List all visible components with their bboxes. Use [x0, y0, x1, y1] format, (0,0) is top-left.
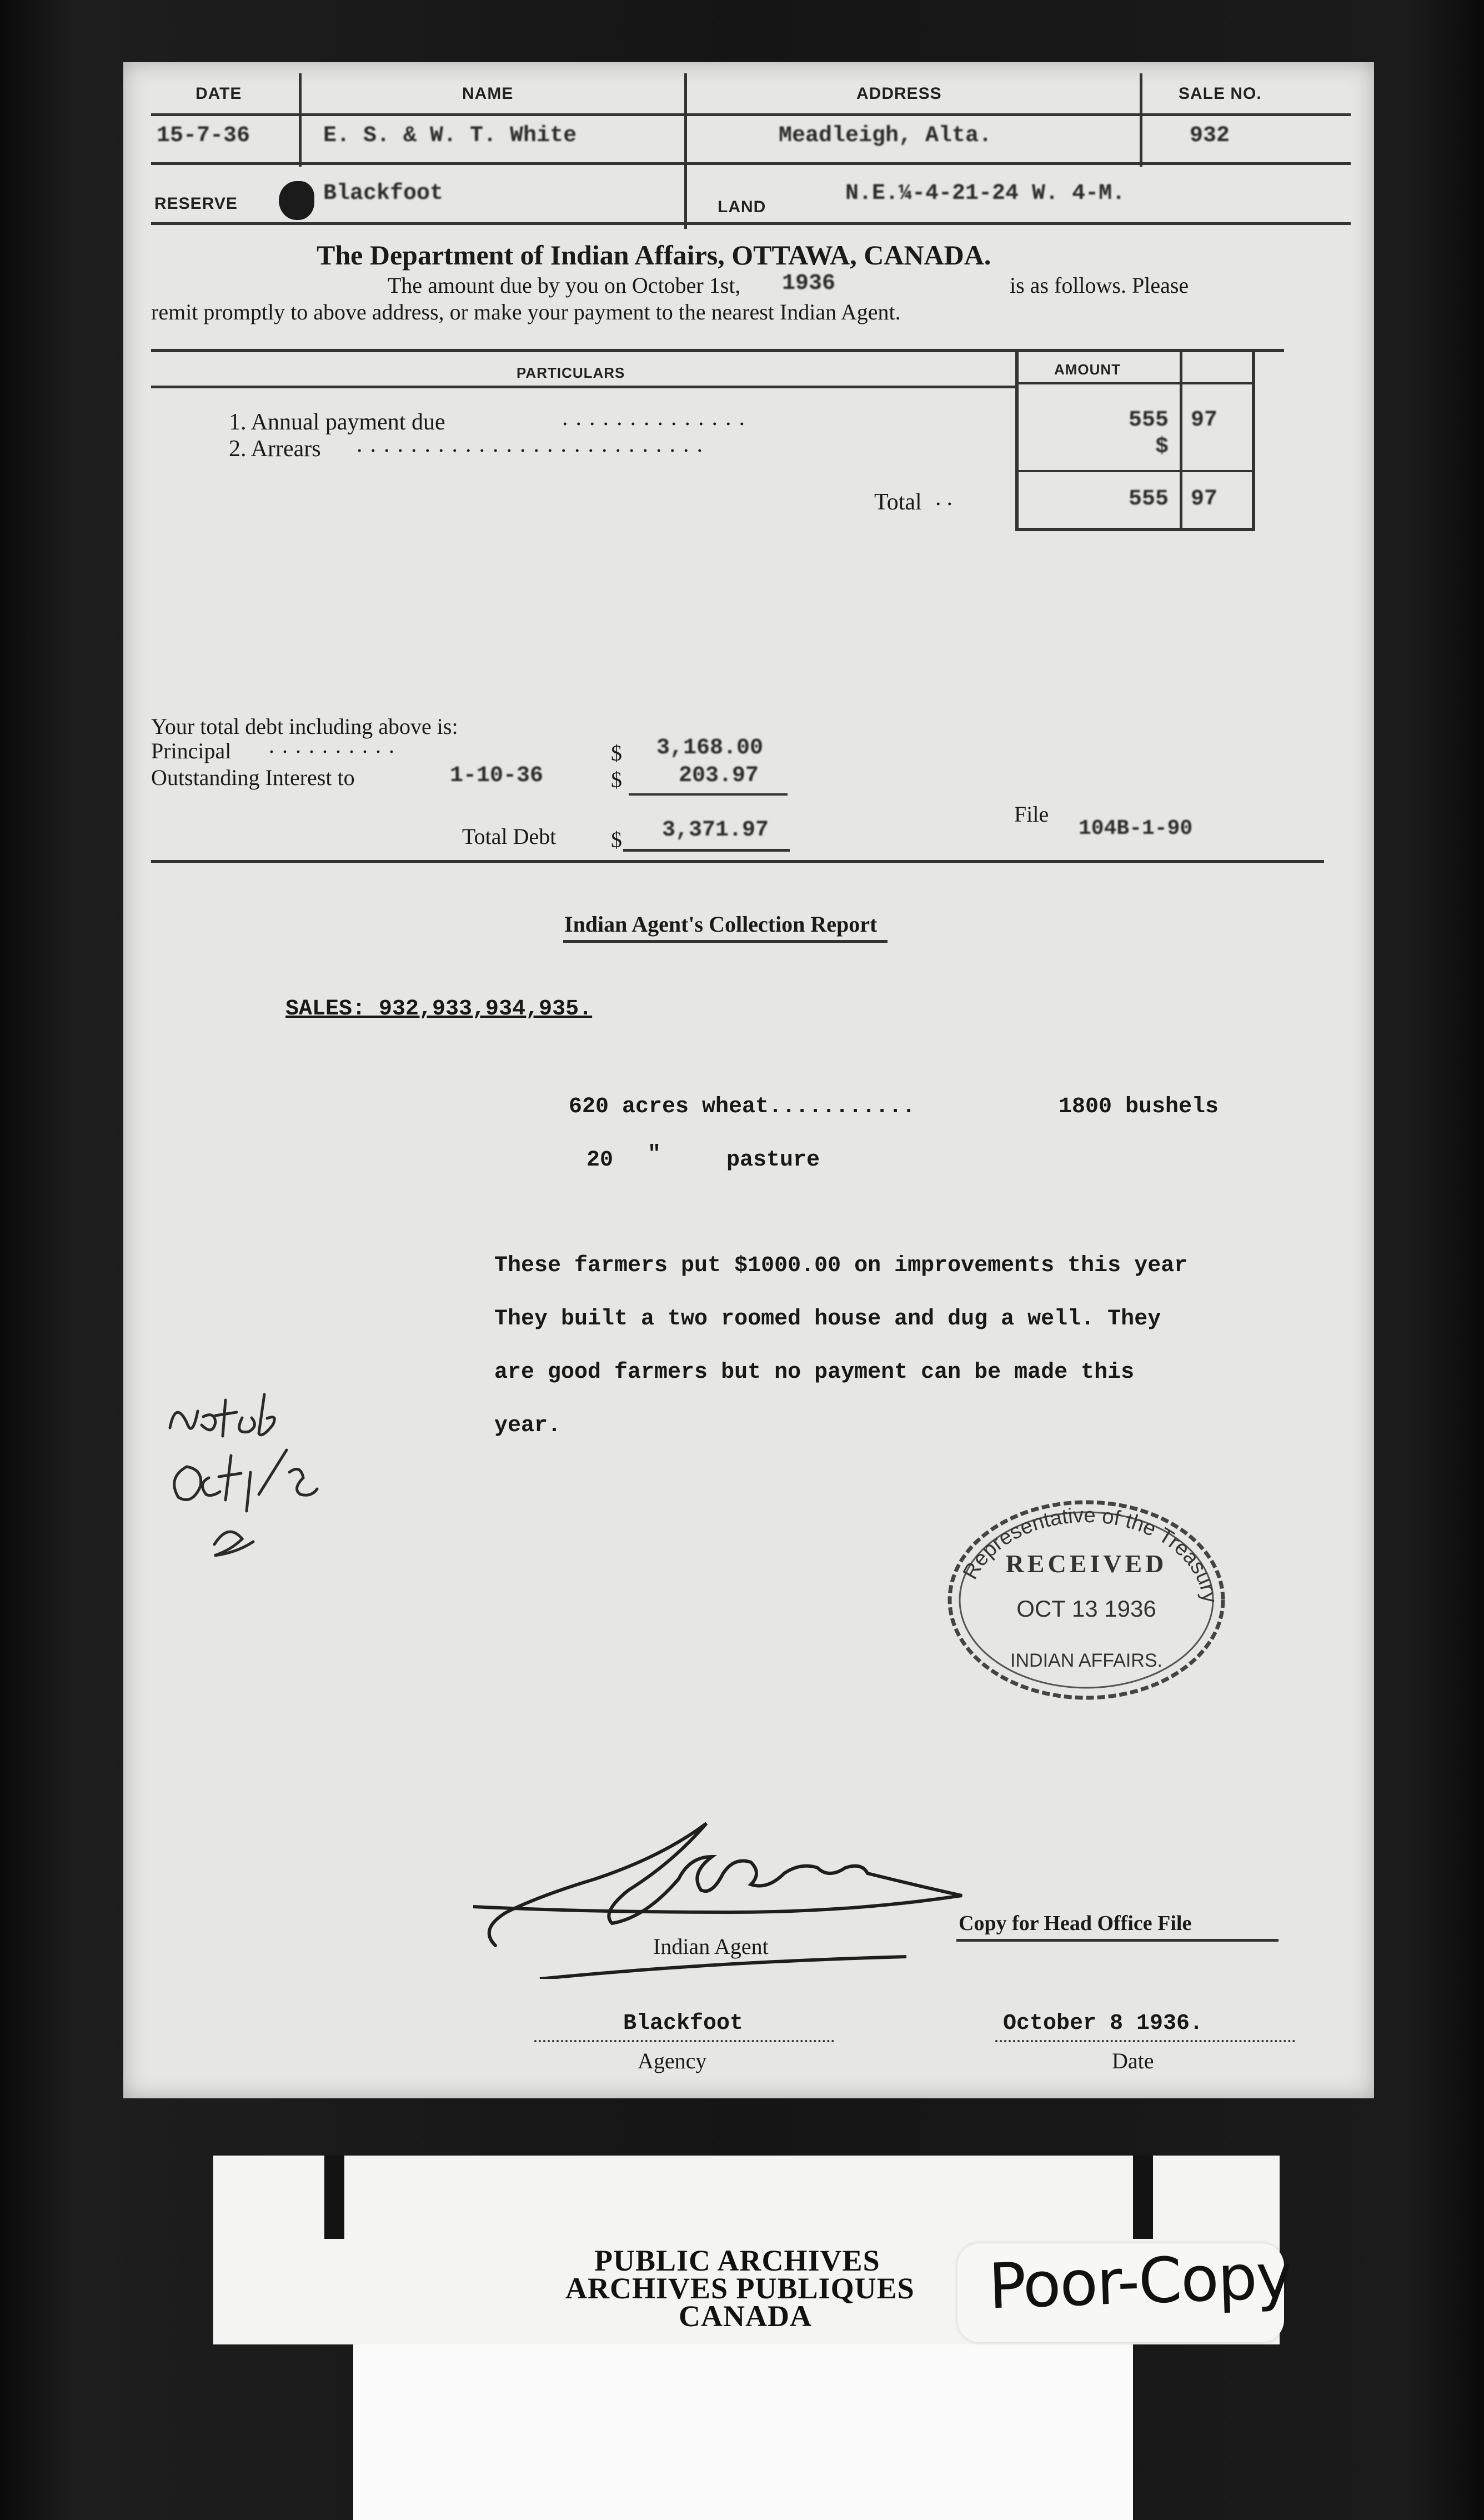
land-value: N.E.¼-4-21-24 W. 4-M.	[845, 181, 1126, 206]
sale-no-value: 932	[1190, 123, 1230, 148]
card-notch	[1133, 2156, 1153, 2239]
name-value: E. S. & W. T. White	[323, 123, 577, 148]
header-rule-bottom	[151, 222, 1351, 225]
archive-line-3: CANADA	[679, 2299, 812, 2333]
agent-signature	[473, 1807, 1095, 1979]
department-title: The Department of Indian Affairs, OTTAWA, CANADA.	[317, 239, 991, 271]
land-label: LAND	[718, 198, 766, 216]
reserve-label: RESERVE	[154, 194, 238, 213]
amount-total-rule	[1015, 470, 1252, 472]
report-date-value: October 8 1936.	[1003, 2011, 1204, 2036]
copy-label-underline	[956, 1939, 1279, 1942]
indian-agent-label: Indian Agent	[653, 1934, 769, 1959]
file-value: 104B-1-90	[1079, 817, 1193, 841]
report-body-line: are good farmers but no payment can be made this	[494, 1360, 1135, 1385]
notice-line-2: remit promptly to above address, or make your payment to the nearest Indian Agent.	[151, 299, 901, 324]
crop-wheat-line: 620 acres wheat...........	[569, 1094, 916, 1119]
total-label: Total	[874, 489, 922, 515]
notice-line-1b: is as follows. Please	[1010, 273, 1189, 298]
copy-head-office-label: Copy for Head Office File	[959, 1912, 1192, 1935]
leader-dots: ..	[935, 485, 958, 511]
report-body-line: These farmers put $1000.00 on improvements this year	[494, 1253, 1188, 1278]
header-col-divider	[299, 73, 302, 167]
agency-value: Blackfoot	[623, 2011, 744, 2036]
total-dollars: 555	[1129, 487, 1169, 512]
total-debt-value: 3,371.97	[662, 818, 769, 843]
address-header: ADDRESS	[856, 84, 942, 103]
interest-label: Outstanding Interest to	[151, 765, 355, 790]
principal-dollar-sign: $	[611, 741, 622, 766]
amount-cents-divider	[1180, 349, 1182, 528]
particulars-header: PARTICULARS	[517, 364, 625, 381]
header-col-divider	[684, 73, 687, 229]
collection-form-page	[123, 62, 1374, 2098]
interest-value: 203.97	[679, 763, 759, 788]
sales-line: SALES: 932,933,934,935.	[285, 997, 593, 1022]
stamp-top-text: Representative of the Treasury	[959, 1503, 1222, 1604]
crop-pasture-ditto: "	[648, 1142, 661, 1167]
date-dotted-line	[995, 2040, 1295, 2042]
principal-label: Principal	[151, 738, 232, 763]
total-debt-underline	[623, 849, 790, 852]
agency-label: Agency	[638, 2048, 707, 2073]
date-label: Date	[1112, 2048, 1154, 2073]
header-rule-mid	[151, 162, 1351, 165]
date-value: 15-7-36	[157, 123, 250, 148]
stamp-date-text: OCT 13 1936	[1016, 1596, 1156, 1622]
leader-dots: ..........	[269, 733, 402, 758]
date-header: DATE	[195, 84, 242, 103]
annual-payment-dollars: 555	[1129, 408, 1169, 433]
stamp-received-text: RECEIVED	[1005, 1549, 1167, 1578]
leader-dots: ..........................	[357, 432, 710, 457]
interest-underline	[629, 793, 788, 796]
total-debt-label: Total Debt	[462, 824, 556, 849]
report-body-line: year.	[494, 1413, 561, 1438]
poor-copy-handwritten: Poor-Copy	[987, 2240, 1294, 2323]
form-divider-rule	[151, 860, 1324, 863]
notice-line-1a: The amount due by you on October 1st,	[388, 273, 741, 298]
report-title: Indian Agent's Collection Report	[564, 912, 878, 937]
stamp-bottom-text: INDIAN AFFAIRS.	[1010, 1650, 1162, 1671]
crop-pasture-word: pasture	[726, 1148, 820, 1173]
received-stamp	[936, 1489, 1236, 1711]
debt-intro: Your total debt including above is:	[151, 714, 458, 739]
item-arrears: 2. Arrears	[229, 436, 321, 462]
item-annual-payment: 1. Annual payment due	[229, 409, 445, 435]
crop-wheat-yield: 1800 bushels	[1059, 1094, 1219, 1119]
handwritten-noted-annotation	[153, 1378, 331, 1633]
archive-line-2: ARCHIVES PUBLIQUES	[565, 2272, 915, 2305]
particulars-rule	[151, 386, 1017, 388]
arrears-dollars: $	[1155, 434, 1169, 459]
address-value: Meadleigh, Alta.	[779, 123, 992, 148]
sale-no-header: SALE NO.	[1179, 84, 1262, 103]
card-notch	[324, 2156, 344, 2239]
crop-pasture-acres: 20	[586, 1148, 614, 1173]
agency-dotted-line	[534, 2040, 834, 2042]
header-col-divider	[1140, 73, 1142, 167]
total-debt-dollar-sign: $	[611, 827, 622, 852]
name-header: NAME	[462, 84, 514, 103]
reserve-value: Blackfoot	[323, 181, 444, 206]
amount-header: AMOUNT	[1054, 361, 1121, 378]
annual-payment-cents: 97	[1191, 408, 1218, 433]
archive-line-1: PUBLIC ARCHIVES	[594, 2244, 880, 2277]
report-body-line: They built a two roomed house and dug a well. They	[494, 1307, 1161, 1332]
file-label: File	[1014, 802, 1049, 827]
archive-strip	[353, 2344, 1133, 2520]
header-rule-top	[151, 113, 1351, 116]
amount-header-rule	[1015, 382, 1252, 384]
interest-dollar-sign: $	[611, 767, 622, 792]
interest-date: 1-10-36	[450, 763, 544, 788]
total-cents: 97	[1191, 487, 1218, 512]
leader-dots: ..............	[562, 405, 753, 431]
ink-blot	[279, 181, 314, 220]
principal-value: 3,168.00	[656, 736, 764, 761]
notice-year: 1936	[782, 271, 836, 296]
report-title-underline	[563, 940, 888, 943]
